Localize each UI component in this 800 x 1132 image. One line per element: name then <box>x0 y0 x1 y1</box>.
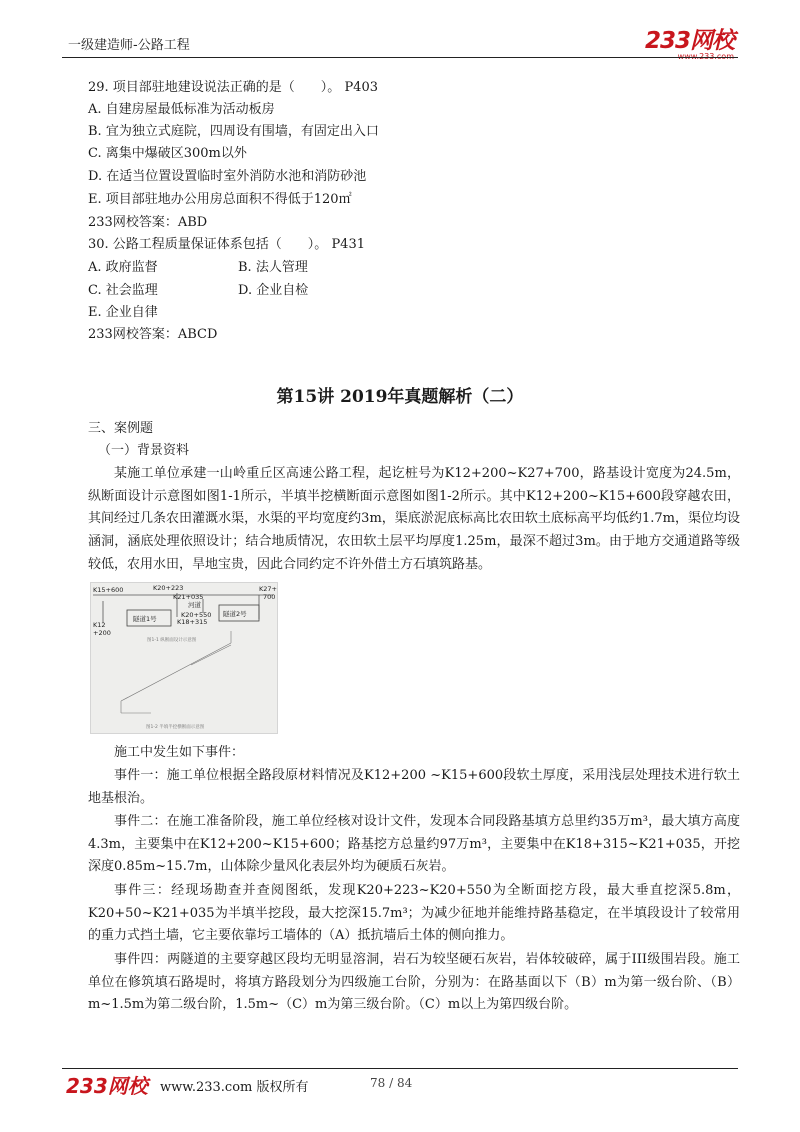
q30-answer: 233网校答案：ABCD <box>88 327 218 342</box>
fig-label-k21035: K21+035 <box>173 593 204 601</box>
fig-label-river: 河道 <box>188 601 201 609</box>
profile-diagram <box>91 583 277 733</box>
q29-option-b: B. 宜为独立式庭院，四周设有围墙，有固定出入口 <box>88 124 379 139</box>
fig-label-k12: K12 <box>93 621 106 629</box>
q30-option-c: C. 社会监理 <box>88 283 158 298</box>
q29-question: 29. 项目部驻地建设说法正确的是（ ）。 P403 <box>88 80 378 95</box>
q30-option-d: D. 企业自检 <box>238 283 309 298</box>
fig-label-tunnel2: 隧道2号 <box>223 610 247 618</box>
q29-option-d: D. 在适当位置设置临时室外消防水池和消防砂池 <box>88 169 367 184</box>
event-two: 事件二：在施工准备阶段，施工单位经核对设计文件，发现本合同段路基填方总里约35万m³，最大填方高度4.3m，主要集中在K12+200~K15+600；路基挖方总量约97万m³，主要集中在K18+315~K21+035，开挖深度0.85m~15.7m，山体除少量风化表层外均为硬质石灰岩。 <box>88 814 740 875</box>
event-one: 事件一：施工单位根据全路段原材料情况及K12+200 ~K15+600段软土厚度，采用浅层处理技术进行软土地基根治。 <box>88 768 740 806</box>
fig-caption-2: 图1-2 半填半挖横断面示意图 <box>146 725 205 730</box>
page-number: 78 / 84 <box>370 1076 413 1090</box>
section-heading: 三、案例题 <box>88 421 154 436</box>
fig-label-k20223: K20+223 <box>153 584 184 592</box>
fig-label-k27b: 700 <box>263 593 276 601</box>
fig-caption-1: 图1-1 纵断面设计示意图 <box>147 638 197 643</box>
q29-answer: 233网校答案：ABD <box>88 215 208 230</box>
logo-url: www.233.com <box>677 52 734 61</box>
event-three: 事件三：经现场勘查并查阅图纸，发现K20+223~K20+550为全断面挖方段，最大垂直挖深5.8m，K20+50~K21+035为半填半挖段，最大挖深15.7m³；为减少征地并能维持路基稳定，在半填段设计了较常用的重力式挡土墙，它主要依靠圬工墙体的（A）抵抗墙后土体的侧向推力。 <box>88 883 740 944</box>
fig-label-k20550: K20+550 <box>181 611 212 619</box>
fig-label-k12b: +200 <box>93 629 111 637</box>
q29-option-e: E. 项目部驻地办公用房总面积不得低于120㎡ <box>88 192 352 207</box>
footer-logo: 233网校 <box>66 1074 148 1098</box>
fig-label-tunnel1: 隧道1号 <box>133 615 157 623</box>
event-four: 事件四：两隧道的主要穿越区段均无明显溶洞，岩石为较坚硬石灰岩，岩体较破碎，属于III级围岩段。施工单位在修筑填石路堤时，将填方路段划分为四级施工台阶，分别为：在路基面以下（B）m为第一级台阶、（B）m~1.5m为第二级台阶，1.5m~（C）m为第三级台阶。（C）m以上为第四级台阶。 <box>88 952 740 1013</box>
fig-label-k15600: K15+600 <box>93 586 124 594</box>
q30-question: 30. 公路工程质量保证体系包括（ ）。 P431 <box>88 237 365 252</box>
fig-label-k27: K27+ <box>259 585 277 593</box>
section-subheading: （一）背景资料 <box>98 443 190 458</box>
header-rule <box>62 57 738 58</box>
q30-option-a: A. 政府监督 <box>88 260 158 275</box>
header-title: 一级建造师-公路工程 <box>68 38 190 53</box>
events-intro: 施工中发生如下事件： <box>114 745 245 760</box>
logo-text: 233网校 <box>644 28 734 54</box>
section-title: 第15讲 2019年真题解析（二） <box>276 387 524 407</box>
background-paragraph: 某施工单位承建一山岭重丘区高速公路工程，起讫桩号为K12+200~K27+700，路基设计宽度为24.5m，纵断面设计示意图如图1-1所示，半填半挖横断面示意图如图1-2所示。其中K12+200~K15+600段穿越农田，其间经过几条农田灌溉水渠，水渠的平均宽度约3m，渠底淤泥底标高比农田软土底标高平均低约1.7m，渠位均设涵洞，涵底处理依照设计；结合地质情况，农田软土层平均厚度1.25m，最深不超过3m。由于地方交通道路等级较低，农用水田，旱地宝贵，因此合同约定不许外借土方石填筑路基。 <box>88 466 740 572</box>
footer-rule <box>62 1068 738 1069</box>
footer-copyright: www.233.com 版权所有 <box>160 1080 309 1095</box>
brand-logo <box>645 22 734 61</box>
q30-row-1 <box>88 257 308 279</box>
fig-label-k18315: K18+315 <box>177 618 208 626</box>
q30-option-b: B. 法人管理 <box>238 260 308 275</box>
q30-row-2 <box>88 280 309 302</box>
q30-option-e: E. 企业自律 <box>88 305 158 320</box>
q29-option-c: C. 离集中爆破区300m以外 <box>88 146 247 161</box>
road-profile-figure <box>90 582 278 734</box>
q29-option-a: A. 自建房屋最低标准为活动板房 <box>88 102 275 117</box>
